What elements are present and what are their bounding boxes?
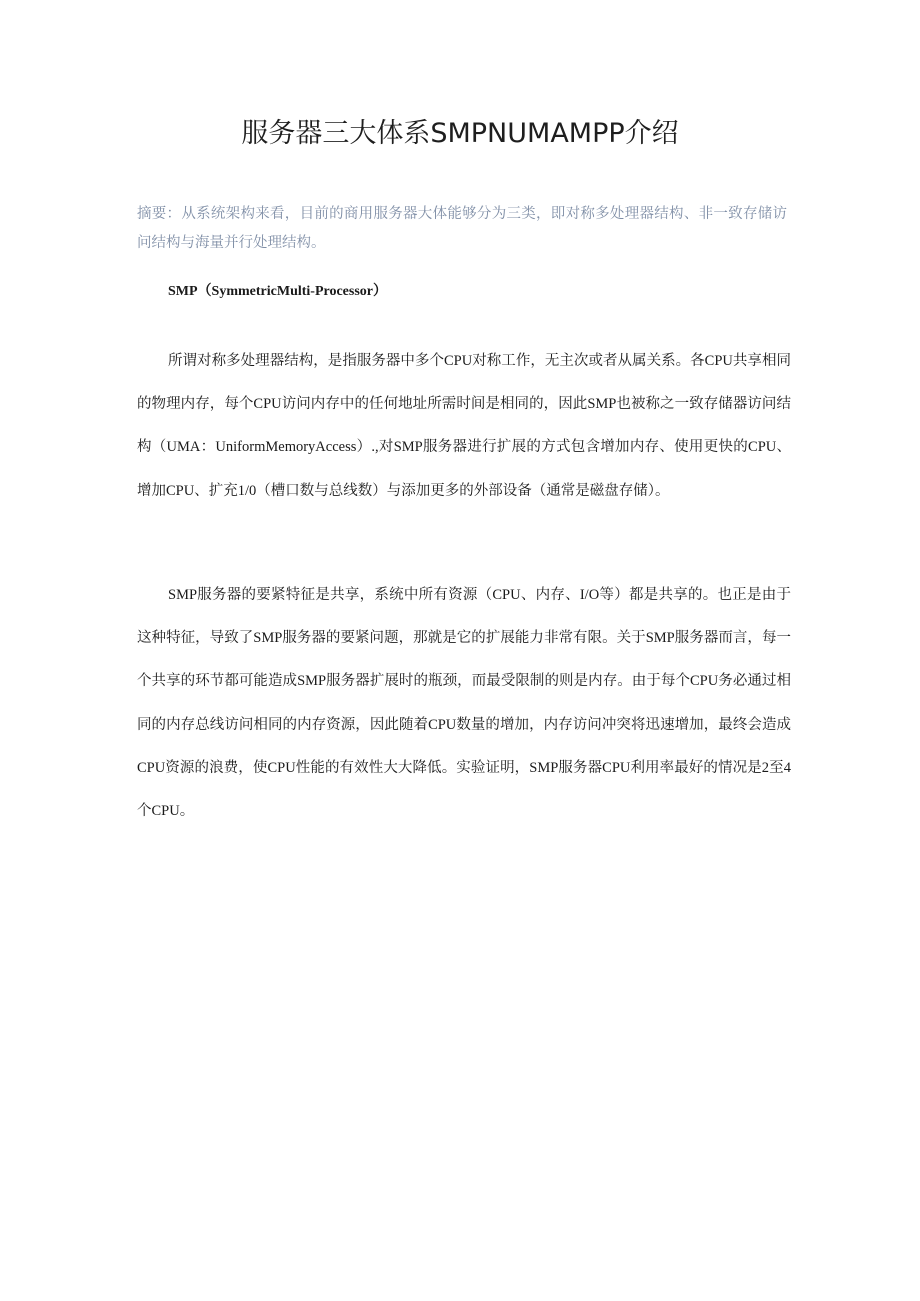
section-heading-smp: SMP（SymmetricMulti-Processor） <box>168 284 388 299</box>
body-paragraph: SMP服务器的要紧特征是共享，系统中所有资源（CPU、内存、I/O等）都是共享的。也正是由于这种特征，导致了SMP服务器的要紧问题，那就是它的扩展能力非常有限。关于SMP服务器而言，每一个共享的环节都可能造成SMP服务器扩展时的瓶颈，而最受限制的则是内存。由于每个CPU务必通过相同的内存总线访问相同的内存资源，因此随着CPU数量的增加，内存访问冲突将迅速增加，最终会造成CPU资源的浪费，使CPU性能的有效性大大降低。实验证明，SMP服务器CPU利用率最好的情况是2至4个CPU。 <box>137 587 791 820</box>
abstract-text: 摘要：从系统架构来看，目前的商用服务器大体能够分为三类，即对称多处理器结构、非一致存储访问结构与海量并行处理结构。 <box>137 206 787 251</box>
document-title: 服务器三大体系SMPNUMAMPP介绍 <box>241 118 679 149</box>
body-paragraph: 所谓对称多处理器结构，是指服务器中多个CPU对称工作，无主次或者从属关系。各CPU共享相同的物理内存，每个CPU访问内存中的任何地址所需时间是相同的，因此SMP也被称之一致存储器访问结构（UMA：UniformMemoryAccess）.,对SMP服务器进行扩展的方式包含增加内存、使用更快的CPU、增加CPU、扩充1/0（槽口数与总线数）与添加更多的外部设备（通常是磁盘存储）。 <box>137 353 791 499</box>
